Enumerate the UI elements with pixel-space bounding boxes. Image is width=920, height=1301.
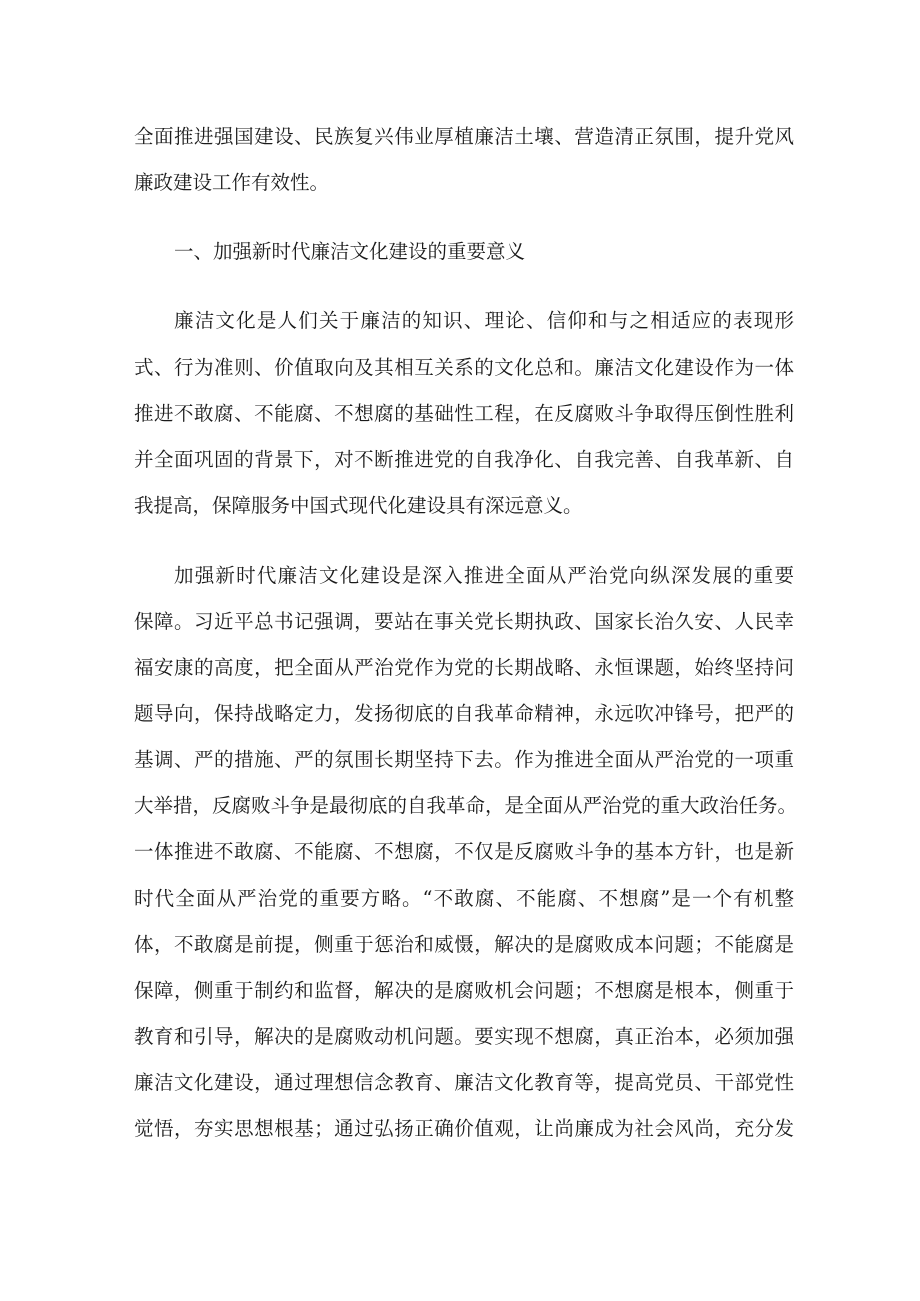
- paragraph-line: 题导向，保持战略定力，发扬彻底的自我革命精神，永远吹冲锋号，把严的: [134, 702, 794, 725]
- intro-line: 全面推进强国建设、民族复兴伟业厚植廉洁土壤、营造清正氛围，提升党风: [134, 125, 794, 148]
- intro-line: 廉政建设工作有效性。: [134, 171, 330, 194]
- paragraph-line: 体，不敢腐是前提，侧重于惩治和威慑，解决的是腐败成本问题；不能腐是: [134, 933, 794, 956]
- paragraph-line: 推进不敢腐、不能腐、不想腐的基础性工程，在反腐败斗争取得压倒性胜利: [134, 402, 794, 425]
- paragraph-line: 保障，侧重于制约和监督，解决的是腐败机会问题；不想腐是根本，侧重于: [134, 979, 794, 1002]
- paragraph-line: 时代全面从严治党的重要方略。“不敢腐、不能腐、不想腐”是一个有机整: [134, 887, 794, 910]
- paragraph-line: 廉洁文化是人们关于廉洁的知识、理论、信仰和与之相适应的表现形: [174, 309, 794, 332]
- paragraph-line: 加强新时代廉洁文化建设是深入推进全面从严治党向纵深发展的重要: [174, 564, 794, 587]
- paragraph-line: 并全面巩固的背景下，对不断推进党的自我净化、自我完善、自我革新、自: [134, 448, 794, 471]
- paragraph-line: 教育和引导，解决的是腐败动机问题。要实现不想腐，真正治本，必须加强: [134, 1025, 794, 1048]
- paragraph-line: 觉悟，夯实思想根基；通过弘扬正确价值观，让尚廉成为社会风尚，充分发: [134, 1117, 794, 1140]
- section-heading: 一、加强新时代廉洁文化建设的重要意义: [174, 240, 526, 263]
- paragraph-line: 基调、严的措施、严的氛围长期坚持下去。作为推进全面从严治党的一项重: [134, 748, 794, 771]
- paragraph-line: 保障。习近平总书记强调，要站在事关党长期执政、国家长治久安、人民幸: [134, 610, 794, 633]
- paragraph-line: 我提高，保障服务中国式现代化建设具有深远意义。: [134, 494, 583, 517]
- paragraph-line: 大举措，反腐败斗争是最彻底的自我革命，是全面从严治党的重大政治任务。: [134, 794, 798, 817]
- paragraph-line: 式、行为准则、价值取向及其相互关系的文化总和。廉洁文化建设作为一体: [134, 356, 794, 379]
- paragraph-line: 一体推进不敢腐、不能腐、不想腐，不仅是反腐败斗争的基本方针，也是新: [134, 840, 794, 863]
- paragraph-line: 福安康的高度，把全面从严治党作为党的长期战略、永恒课题，始终坚持问: [134, 656, 794, 679]
- paragraph-line: 廉洁文化建设，通过理想信念教育、廉洁文化教育等，提高党员、干部党性: [134, 1071, 794, 1094]
